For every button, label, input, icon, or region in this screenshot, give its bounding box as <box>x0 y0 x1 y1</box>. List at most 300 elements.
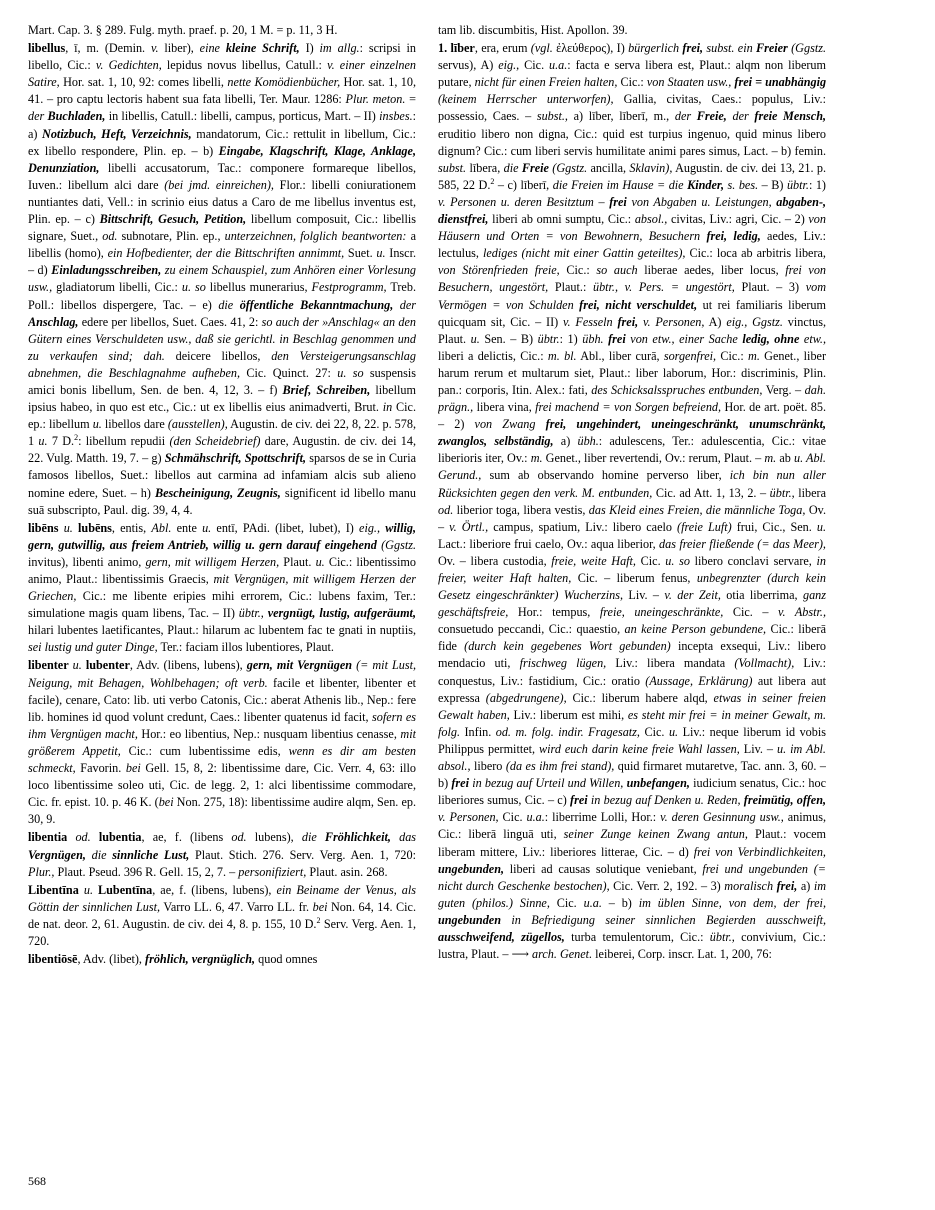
entry-text: v. Fesseln <box>563 314 613 329</box>
entry-text: übtr. <box>537 331 560 346</box>
entry-text: vinctus, Plaut. <box>438 314 826 346</box>
entry-text: von Zwang <box>474 417 536 432</box>
entry-text: frei <box>570 793 588 808</box>
entry-text: von Störenfrieden freie, <box>438 263 560 278</box>
entry-text: freie, weite Haft, <box>551 553 636 568</box>
entry-text: moralisch <box>724 878 774 893</box>
entry-text: frei <box>609 194 627 209</box>
entry-text: u. <box>92 417 102 432</box>
headword: libentia <box>28 830 68 845</box>
entry-text: freimütig, offen, <box>743 793 826 808</box>
entry-text: liberi ad causas solutique veniebant, <box>504 861 703 876</box>
entry-text: : 1) <box>559 331 583 346</box>
entry-text <box>501 913 511 927</box>
entry-text: – <box>593 194 610 209</box>
entry-text: , era, erum <box>474 41 531 56</box>
entry-text: frei, ledig, <box>706 229 761 244</box>
entry-text: , ae, f. (libens <box>141 830 232 845</box>
entry-text: abgaben-, dienstfrei, <box>438 194 826 227</box>
entry-text: kleine Schrift, <box>225 41 300 56</box>
entry-text: arch. Genet. <box>531 947 593 962</box>
entry-text: frei = unabhängig <box>734 75 826 90</box>
entry-text: Bittschrift, Gesuch, Petition, <box>99 212 247 227</box>
entry-text: sorgenfrei, <box>663 348 717 363</box>
superscript: 2 <box>74 433 79 443</box>
entry-text: Verg. – <box>762 382 805 397</box>
entry-text: tam lib. discumbitis, Hist. Apollon. 39. <box>438 23 628 37</box>
entry-text: in libellis, Catull.: libelli, campus, porticus, Mart. – II) <box>105 109 380 124</box>
entry-text: Varro LL. 6, 47. Varro LL. fr. <box>160 899 313 914</box>
dictionary-entry <box>28 882 416 950</box>
entry-text: übh. <box>582 331 604 346</box>
entry-text: : a) <box>28 109 416 141</box>
entry-text: Ov. – <box>438 502 826 534</box>
entry-text: das Kleid eines Freien, die männliche Toga, <box>588 502 806 517</box>
entry-text: m. bl. <box>547 348 577 363</box>
entry-text: m. <box>764 451 777 466</box>
dictionary-entry <box>28 657 416 828</box>
entry-text: frei, nicht verschuldet, <box>579 297 698 312</box>
entry-text: u. <box>376 246 386 261</box>
entry-text: von Abgaben u. Leistungen, <box>631 194 772 209</box>
entry-text: eruditio libero non digna, Cic.: quid est turpius ingenuo, quid minus libero dignum? Cic.: cum liberi servis humilitate animi pares simus, Lact. – b) femin. <box>438 126 826 158</box>
entry-text: od. <box>231 830 247 845</box>
entry-text: subst. ein <box>706 41 756 56</box>
entry-text: libellum ipsius habeo, in quo est etc., Cic.: ut ex libellis eius animadverti, Brut. <box>28 382 416 415</box>
entry-text: Cic. <box>635 553 666 568</box>
entry-text: etw., <box>803 331 826 346</box>
entry-text: ganz geschäftsfreie, <box>438 588 826 620</box>
entry-text: an keine Person gebundene, <box>624 622 767 637</box>
entry-text: Liv.: liberum est mihi, <box>509 707 628 722</box>
entry-text: Hor. sat. 1, 10, 41. – pro captu lectoris habent sua fata libelli, Ter. Maur. 1286: <box>28 75 416 107</box>
entry-text: frei, ungehindert, uneingeschränkt, unumschränkt, zwanglos, selbständig, <box>438 417 826 449</box>
entry-text: Cic. Quinct. 27: <box>240 365 338 380</box>
entry-text: das freier fließende (= das Meer), <box>659 536 826 551</box>
entry-text: m. <box>748 348 760 363</box>
entry-text: v. der Zeit, <box>664 588 721 603</box>
superscript: 2 <box>316 915 321 925</box>
entry-text: in bezug auf Urteil und Willen, <box>472 776 624 791</box>
entry-text: Cic. – <box>723 605 778 620</box>
entry-text: aut libera aut expressa <box>438 673 826 705</box>
entry-text: ab <box>776 451 794 466</box>
entry-text: Cic.: liberā fide <box>438 622 826 654</box>
entry-text: Cic. – liberum fenus, <box>571 571 697 585</box>
entry-text: von Häusern und Orten = von Bewohnern, Besuchern <box>438 212 826 244</box>
entry-text: u. Abl. Gerund., <box>438 451 826 483</box>
superscript: 2 <box>490 176 495 186</box>
entry-text: A) <box>704 314 727 329</box>
entry-text: Suet. <box>344 246 377 261</box>
entry-text: Anschlag, <box>28 314 79 329</box>
entry-text: übtr. <box>786 177 809 192</box>
entry-text: sinnliche Lust, <box>112 847 190 862</box>
entry-text: v. Örtl., <box>449 519 489 534</box>
entry-text: campus, spatium, Liv.: libero caelo <box>488 519 678 534</box>
entry-text: Gell. 15, 8, 2: libentissime dare, Cic. Verr. 4, 63: illo loco libentissime soleo uti, Cic. de legg. 2, 1: alci libentissime commodare, Cic. fr. epist. 10. p. 46 K. ( <box>28 761 416 810</box>
entry-text: gern, mit Vergnügen <box>246 658 353 673</box>
entry-text: sei lustig und guter Dinge, <box>28 640 158 655</box>
entry-text: unterzeichnen, folglich beantworten: <box>224 229 407 244</box>
entry-text: Notizbuch, Heft, Verzeichnis, <box>42 126 192 141</box>
entry-text: die Freien im Hause = die <box>552 177 688 192</box>
entry-text: : 1) <box>808 177 826 192</box>
entry-text: es steht mir frei = in meiner Gewalt, m. folg. <box>438 707 826 739</box>
entry-text: Cic.: cum lubentissime edis, <box>120 743 289 758</box>
entry-text: a) līber, līberī, m., <box>567 109 675 124</box>
entry-text: Non. 64, 14. Cic. de nat. deor. 2, 61. Augustin. de civ. dei 4, 8. p. 155, 10 D. <box>28 899 416 931</box>
entry-text: : scripsi in libello, Cic.: <box>28 41 416 73</box>
entry-text: suspensis amici bonis libellum, Sen. de ben. 4, 12, 3. – f) <box>28 365 416 397</box>
entry-text: frei von Besuchern, ungestört, <box>438 263 826 295</box>
entry-text <box>91 830 99 844</box>
entry-text: u. <box>202 520 212 535</box>
entry-text: im allg. <box>319 41 360 56</box>
entry-text: ledig, ohne <box>742 331 800 346</box>
entry-text: lubens), <box>246 830 302 845</box>
entry-text: eine <box>199 41 226 56</box>
entry-text: Freie <box>521 160 549 175</box>
entry-text <box>535 417 545 431</box>
entry-text: unbegrenzter (durch kein Gesetz eingeschränkter) Wucherzins, <box>438 571 826 603</box>
entry-text: (Ggstz. <box>381 537 416 552</box>
entry-text: (durch kein gegebenes Wort gebunden) <box>464 639 671 654</box>
headword: Lubentīna <box>98 882 153 897</box>
entry-text: Plaut. Stich. 276. Serv. Verg. Aen. 1, 720: <box>189 847 416 862</box>
entry-text: Cic.: loca ab arbitris libera, <box>685 246 826 261</box>
entry-text: – b) <box>601 895 639 910</box>
entry-text: (keinem Herrscher unterworfen), <box>438 92 614 107</box>
entry-text: Liv. – <box>739 741 777 756</box>
entry-text: (Aussage, Erklärung) <box>645 673 753 688</box>
entry-text: od. <box>75 830 91 845</box>
entry-text: frei, <box>617 314 639 329</box>
entry-text: ungebunden, <box>438 861 505 876</box>
entry-text: Plaut. – 3) <box>734 280 806 295</box>
entry-text: die <box>503 160 522 175</box>
entry-text: Cic.: me libente eripies mihi errorem, Cic.: lubens faxim, Ter.: simulatione magis quam libens, Tac. – II) <box>28 589 416 621</box>
entry-text: ut rei familiaris liberum quicquam sit, Cic. – II) <box>438 297 826 329</box>
entry-text: Serv. Verg. Aen. 1, 720. <box>28 916 416 948</box>
entry-text: liberi ab omni sumptu, Cic.: <box>488 212 635 227</box>
entry-text: Vergnügen, <box>28 847 86 862</box>
entry-text: entī, PAdi. (libet, lubet), I) <box>211 520 360 535</box>
entry-text: das <box>399 830 416 845</box>
entry-text: s. bes. <box>727 177 759 192</box>
entry-text: u. <box>72 658 82 673</box>
entry-text: Genet., liber revertendi, Ov.: rerum, Plaut. – <box>542 451 765 466</box>
entry-text: libellum composuit, Cic.: libellis signare, Suet., <box>28 212 416 244</box>
entry-text: od. <box>102 229 118 244</box>
entry-text: significent id libello manu suā subscripto, Paul. dig. 39, 4, 4. <box>28 485 416 517</box>
entry-text: (Ggstz. <box>791 41 826 56</box>
entry-text: – c) līberī, <box>494 177 553 192</box>
entry-text: Plaut. <box>279 554 316 569</box>
entry-text: Liv.: neque liberum id vobis Philippus permittet, <box>438 724 826 756</box>
entry-text: 7 D. <box>47 434 75 449</box>
entry-text: u. so <box>181 280 206 295</box>
entry-text: hilari lubentes laetificantes, Plaut.: hilarum ac lubentem fac te gnati in nuptiis, <box>28 623 416 638</box>
entry-text: Hor. de art. poët. 85. – 2) <box>438 400 826 432</box>
entry-text: edere per libellos, Suet. Caes. 41, 2: <box>78 314 262 329</box>
entry-text: mit Vergnügen, mit willigem Herzen der Griechen, <box>28 572 416 604</box>
entry-text: servus), A) <box>438 58 499 73</box>
entry-text: Fröhlichkeit, <box>324 830 391 845</box>
entry-text: übtr., <box>238 606 264 621</box>
entry-text: im guten (philos.) Sinne, <box>438 878 826 910</box>
entry-text: Cic.: <box>716 348 749 363</box>
entry-text: Ter.: faciam illos lubentiores, Plaut. <box>157 640 334 655</box>
entry-text: Genet., liber harum rerum et multarum siet, Plaut.: liber laborum, Hor.: discriminis, Plin. pan.: corporis, Itin. Alex.: fati, <box>438 348 826 397</box>
entry-text: Augustin. de civ. dei 22, 8, 22. p. 578, 1 <box>28 417 416 449</box>
entry-text: Abl., liber curā, <box>576 348 664 363</box>
entry-text: insbes. <box>379 109 413 124</box>
entry-text: liberior toga, libera vestis, <box>453 502 589 517</box>
entry-text: v. <box>150 41 159 56</box>
entry-text: von etw., einer Sache <box>630 331 738 346</box>
entry-text: seiner Zunge keinen Zwang antun, <box>563 827 748 842</box>
entry-text <box>391 830 399 844</box>
entry-text: subnotare, Plin. ep., <box>117 229 225 244</box>
entry-text: in Befriedigung seiner sinnlichen Begierden ausschweift, <box>511 912 826 927</box>
entry-text: Bescheinigung, Zeugnis, <box>154 485 281 500</box>
entry-text: (freie Luft) <box>677 519 732 534</box>
dictionary-entry <box>28 40 416 519</box>
entry-text: sofern es ihm Vergnügen macht, <box>28 709 416 741</box>
headword: lubentia <box>98 830 142 845</box>
entry-text: Buchladen, <box>47 109 106 124</box>
entry-text: libero conclavi servare, <box>689 553 817 568</box>
entry-text: libera <box>794 485 826 500</box>
entry-text: civitas, Liv.: agri, Cic. – 2) <box>667 212 809 227</box>
headword: libēns <box>28 520 59 535</box>
entry-text: Schmähschrift, Spottschrift, <box>164 451 307 466</box>
entry-text: Einladungsschreiben, <box>51 263 162 278</box>
entry-text: frei, <box>776 878 798 893</box>
entry-text: : adulescens, Ter.: adulescentia, Cic.: vitae liberioris iter, Ov.: <box>438 434 826 466</box>
entry-text: Lact.: liberiore frui caelo, Ov.: aqua liberior, <box>438 536 660 551</box>
entry-text: im üblen Sinne, von dem, der frei, <box>638 895 826 910</box>
entry-text: Cic. <box>639 724 669 739</box>
entry-text: mandatorum, Cic.: rettulit in libellum, Cic.: ex libello respondere, Plin. ep. – b) <box>28 126 416 158</box>
entry-text: Hor.: tempus, <box>508 605 600 620</box>
entry-text: frui, Cic., Sen. <box>731 519 817 534</box>
entry-text: Favorin. <box>75 761 126 776</box>
entry-text: a libellis (homo), <box>28 229 416 261</box>
left-column <box>28 22 416 1172</box>
entry-text: die <box>91 847 113 862</box>
entry-text: nette Komödienbücher, <box>227 75 341 90</box>
entry-text: übtr., v. Pers. = ungestört, <box>592 280 735 295</box>
headword: lubenter <box>85 658 130 673</box>
entry-text: u. <box>38 434 48 449</box>
entry-text: u.a. <box>549 58 568 73</box>
entry-text: Eingabe, Klagschrift, Klage, Anklage, Denunziation, <box>28 143 416 175</box>
entry-text: subst., <box>536 109 568 124</box>
entry-text: frei von Verbindlichkeiten, <box>693 844 826 859</box>
entry-text: Cic. ad Att. 1, 13, 2. – <box>652 485 770 500</box>
entry-text: liberi a delictis, Cic.: <box>438 348 548 363</box>
entry-text: u. <box>315 554 325 569</box>
entry-text: liber), <box>158 41 200 56</box>
entry-text: convivium, Cic.: lustra, Plaut. – ⟶ <box>438 929 826 962</box>
entry-text: I) <box>299 41 320 56</box>
entry-text: , ī, m. (Demin. <box>65 41 151 56</box>
entry-text: v. einer einzelnen Satire, <box>28 58 416 90</box>
headword: libenter <box>28 658 69 673</box>
entry-text: (da es ihm frei stand), <box>505 759 615 774</box>
entry-text: libellos dare <box>101 417 168 432</box>
entry-text: incepta exsequi, Liv.: libero mendacio uti, <box>438 639 826 671</box>
entry-text: so auch der »Anschlag« an den Gütern eines Verschuldeten usw., daß sie gerichtl. in Beschlag genommen und zu verkaufen sind; dah. <box>28 314 416 363</box>
entry-text: Sen. – B) <box>479 331 538 346</box>
entry-text: libera vina, <box>473 400 536 415</box>
entry-text: iudicium senatus, Cic.: hoc liberiores sumus, Cic. – c) <box>438 776 826 808</box>
entry-text: fröhlich, vergnüglich, <box>145 952 256 967</box>
entry-text: lediges (nicht mit einer Gattin geteiltes), <box>482 246 686 261</box>
entry-text: Kinder, <box>687 177 725 192</box>
entry-text: (Ggstz. <box>552 160 588 175</box>
entry-text: u. so <box>337 365 364 380</box>
entry-text: v. Personen, <box>642 314 705 329</box>
entry-text: freie Mensch, <box>754 109 826 124</box>
entry-text: frei machend = von Sorgen befreiend, <box>535 400 722 415</box>
entry-text: (ausstellen), <box>167 417 228 432</box>
entry-text: Cic. <box>519 58 550 73</box>
entry-text: u. <box>83 882 93 897</box>
entry-text: v. Gedichten, <box>95 58 162 73</box>
entry-text: u.a. <box>526 810 545 825</box>
entry-text: u. <box>668 724 679 739</box>
page-number: 568 <box>28 1174 46 1188</box>
entry-text: Abl. <box>151 520 172 535</box>
entry-text: Liv.: libera mandata <box>606 656 735 671</box>
entry-text: Plaut.: vocem liberam mittere, Liv.: liberiores litterae, Cic. – d) <box>438 827 826 859</box>
dictionary-entry <box>28 951 416 968</box>
headword: 1. līber <box>438 41 475 56</box>
entry-text: : libellum repudii <box>78 434 170 449</box>
entry-text: invitus), libenti animo, <box>28 554 146 569</box>
dictionary-entry <box>438 22 826 39</box>
entry-text: frei und ungebunden (= nicht durch Geschenke bestochen), <box>438 861 826 893</box>
entry-text: Cic. <box>549 895 584 910</box>
entry-text: Non. 275, 18): libentissime audire alqm, Sen. ep. 30, 9. <box>28 795 416 827</box>
entry-text: absol., <box>634 212 668 227</box>
entry-text: frei <box>608 331 626 346</box>
entry-text: der <box>732 109 755 124</box>
entry-text: gladiatorum libelli, Cic.: <box>52 280 182 295</box>
entry-text: eig., Ggstz. <box>726 314 783 329</box>
entry-text: u. <box>63 520 73 535</box>
entry-text: Cic. Verr. 2, 192. – 3) <box>609 878 725 893</box>
entry-text: eig., <box>498 58 520 73</box>
entry-text: Hor. sat. 1, 10, 92: comes libelli, <box>59 75 228 90</box>
entry-text: bei <box>158 795 174 810</box>
entry-text: zu einem Schauspiel, zum Anhören einer Vorlesung usw., <box>28 263 416 295</box>
entry-text: übh. <box>577 434 599 449</box>
entry-text: Festprogramm, <box>311 280 387 295</box>
entry-text: u. im Abl. absol., <box>438 741 826 774</box>
entry-text: frischweg lügen, <box>519 656 607 671</box>
entry-text: Gallia, civitas, Caes.: populus, Liv.: possessio, Caes. – <box>438 92 826 124</box>
entry-text: Cic. <box>498 810 527 825</box>
entry-text: eig., <box>359 520 381 535</box>
entry-text: , entis, <box>111 520 152 535</box>
entry-text: Freie, <box>696 109 727 124</box>
entry-text: willig, gern, gutwillig, aus freiem Antrieb, willig u. gern darauf eingehend <box>28 520 416 552</box>
entry-text: Infin. <box>460 724 496 739</box>
entry-text: Brief, Schreiben, <box>282 382 371 397</box>
dictionary-entry <box>28 22 416 39</box>
entry-text: quod omnes <box>255 952 318 967</box>
entry-text: ein Beiname der Venus, als Göttin der sinnlichen Lust, <box>28 882 416 914</box>
entry-text: a) <box>797 878 814 893</box>
entry-text: Plur., <box>28 864 55 879</box>
entry-text: den Versteigerungsanschlag abnehmen, die Beschlagnahme aufheben, <box>28 348 416 380</box>
entry-text: u. <box>816 519 826 534</box>
entry-text: v. deren Gesinnung usw., <box>660 810 784 825</box>
entry-text: v. Abstr., <box>777 605 826 620</box>
dictionary-entry <box>28 520 416 657</box>
entry-text: quid firmaret mutaretve, Tac. ann. 3, 60. – b) <box>438 759 826 791</box>
entry-text: od. m. folg. indir. Fragesatz, <box>495 724 640 739</box>
entry-text: Liv. – <box>623 588 665 603</box>
entry-text: facile et libenter, libenter et facile), cenare, Cato: lib. uti verbo Catonis, Cic.: aberat Athenis lib., Nep.: fere lib. homines id quod volunt credunt, Caes.: libenter quatenus id facit, <box>28 675 416 724</box>
entry-text: in freier, weiter Haft halten, <box>438 553 826 585</box>
entry-text: sparsos de se in Curia famosos libellos, Suet.: libellos aut carmina ad infamiam alcis sub alieno nomine edere, Suet. – h) <box>28 451 416 500</box>
entry-text: (vgl. <box>530 41 553 56</box>
entry-text: Hor.: eo libentius, Nep.: nusquam libentius cenasse, <box>137 726 401 741</box>
entry-text: leiberei, Corp. inscr. Lat. 1, 200, 76: <box>592 947 772 962</box>
entry-text: libelli accusatorum, Tac.: componere formareque libellos, Iuven.: libellum alci dare <box>28 160 416 192</box>
entry-text: etwas in seiner freien Gewalt haben, <box>438 690 826 722</box>
headword: libentiōsē <box>28 952 78 967</box>
dictionary-entry <box>438 40 826 963</box>
entry-text: wenn es dir am besten schmeckt, <box>28 743 416 776</box>
entry-text: otia liberrima, <box>720 588 803 603</box>
entry-text: die <box>218 297 240 312</box>
entry-text: Freier <box>755 41 788 56</box>
entry-text: Flor.: libelli coniurationem nuntiantes dati, Vell.: in scrinio eius datus a Caro de me libellus inventus est, Plin. ep. – c) <box>28 177 416 227</box>
entry-text: wird euch darin keine freie Wahl lassen, <box>539 741 740 756</box>
entry-text: bürgerlich <box>628 41 683 56</box>
entry-text: ungebunden <box>438 912 501 927</box>
entry-text: Mart. Cap. 3. § 289. Fulg. myth. praef. p. 20, 1 M. = p. 11, 3 H. <box>28 23 338 37</box>
entry-text: nicht für einen Freien halten, <box>474 75 618 90</box>
entry-text: übtr., <box>709 929 735 944</box>
entry-text: Augustin. de civ. dei 13, 21. p. 585, 22 D. <box>438 160 826 192</box>
entry-text: Cic.: liberum habere alqd, <box>566 690 714 705</box>
entry-text: der <box>674 109 697 124</box>
entry-text: u. so <box>665 553 690 568</box>
entry-text: = <box>405 92 416 107</box>
entry-text: bei <box>312 899 328 914</box>
entry-text: Cic.: libentissimo animo, Plaut.: libentissimis Graecis, <box>28 554 416 586</box>
entry-text: Ov. – libera custodia, <box>438 553 552 568</box>
entry-text: freie, uneingeschränkte, <box>599 605 724 620</box>
entry-text: gern, mit willigem Herzen, <box>145 554 280 569</box>
entry-text: Liv.: conquestus, Liv.: fastidium, Cic.: oratio <box>438 656 826 688</box>
entry-text: mit größerem Appetit, <box>28 726 416 758</box>
entry-text: der <box>399 297 416 312</box>
entry-text: turba temulentorum, Cic.: <box>564 929 710 944</box>
entry-text: libero <box>470 759 506 774</box>
entry-text: Plaut. asin. 268. <box>306 864 388 879</box>
entry-text: (= mit Lust, Neigung, mit Behagen, Wohlbehagen; oft verb. <box>28 658 416 690</box>
entry-text: des Schicksalsspruches entbunden, <box>591 382 763 397</box>
entry-text: Plaut. Pseud. 396 R. Gell. 15, 2, 7. – <box>54 864 239 879</box>
